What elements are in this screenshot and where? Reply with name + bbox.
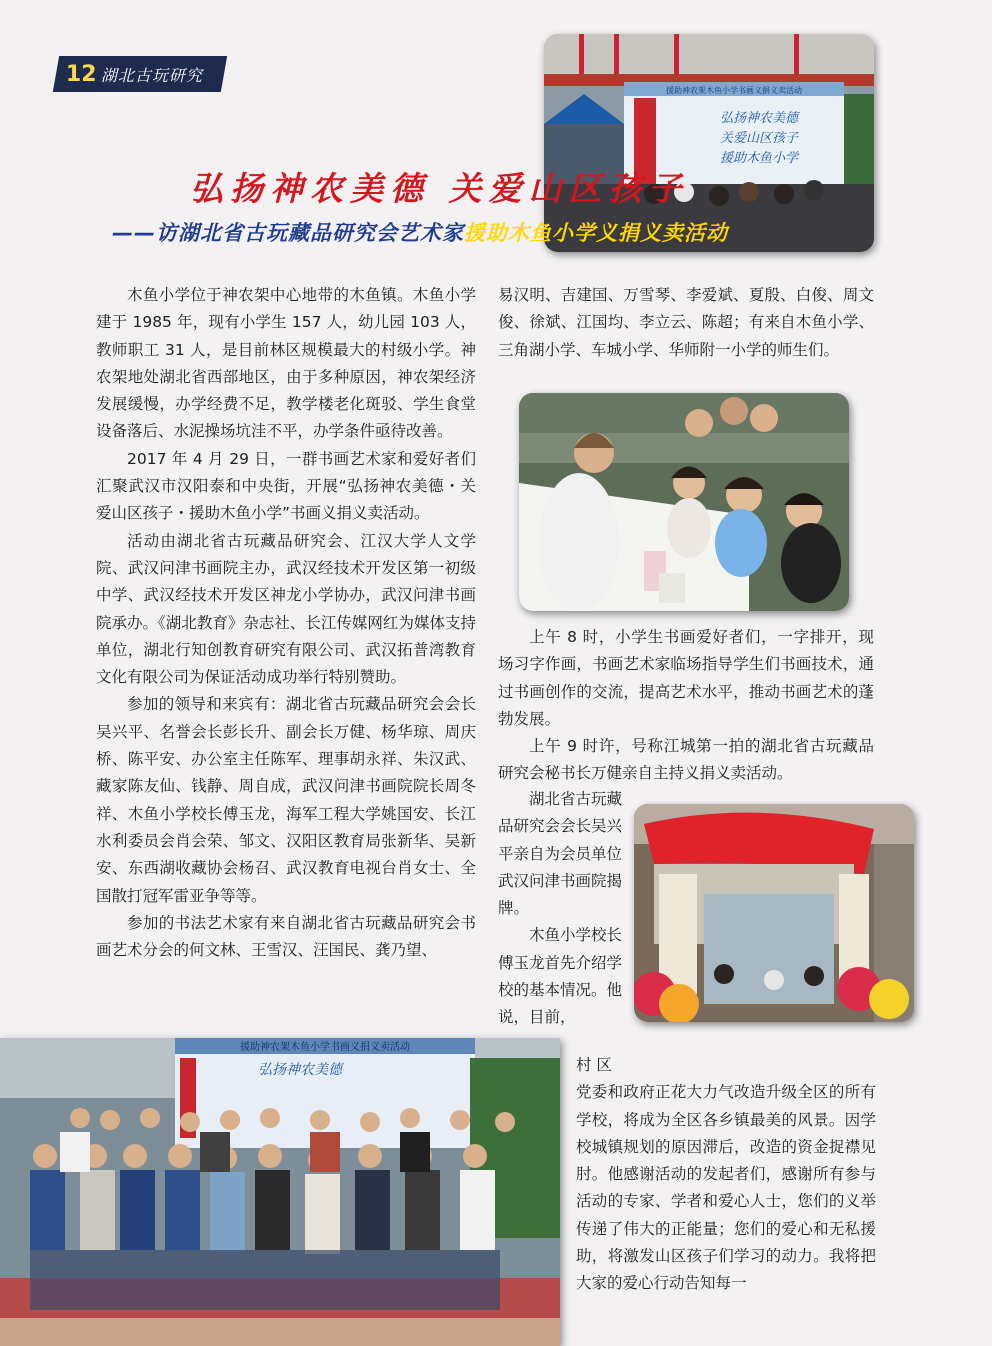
article-subtitle (112, 217, 872, 247)
paragraph: 活动由湖北省古玩藏品研究会、江汉大学人文学院、武汉问津书画院主办，武汉经技术开发区第一初级中学、武汉经技术开发区神龙小学协办，武汉问津书画院承办。《湖北教育》杂志社、长江传媒网红为媒体支持单位，湖北行知创教育研究有限公司、武汉拓普湾教育文化有限公司为保证活动成功举行特别赞助。 (96, 531, 476, 687)
paragraph: 参加的领导和来宾有：湖北省古玩藏品研究会会长吴兴平、名誉会长彭长升、副会长万健、杨华琼、周庆桥、陈平安、办公室主任陈军、理事胡永祥、朱汉武、藏家陈友仙、钱静、周自成，武汉问津书画院院长周冬祥、木鱼小学校长傅玉龙，海军工程大学姚国安、长江水利委员会肖会荣、邹文、汉阳区教育局张新华、吴新安、东西湖收藏协会杨召、武汉教育电视台肖女士、全国散打冠军雷亚争等等。 (96, 695, 476, 905)
paragraph: 木鱼小学校长傅玉龙首先介绍学校的基本情况。他说，目前， (498, 926, 623, 1027)
page-number: 12 (66, 61, 97, 87)
banner-text-3: 援助木鱼小学 (719, 151, 799, 166)
paragraph: 2017 年 4 月 29 日，一群书画艺术家和爱好者们汇聚武汉市汉阳泰和中央街，开展“弘扬神农美德・关爱山区孩子・援助木鱼小学”书画义捐义卖活动。 (96, 449, 476, 523)
paragraph: 湖北省古玩藏品研究会会长吴兴平亲自为会员单位武汉问津书画院揭牌。 (498, 790, 623, 918)
group-banner-text-0: 援助神农架木鱼小学书画义捐义卖活动 (240, 1042, 410, 1053)
subtitle-highlight: 援助木鱼小学义捐义卖活动 (464, 221, 728, 245)
group-photo (0, 1038, 560, 1346)
article-narrow-column (498, 786, 622, 1032)
article-left-column (96, 282, 476, 964)
article-right-top (498, 282, 874, 364)
calligraphy-students-photo (519, 393, 849, 611)
article-right-middle (498, 624, 874, 788)
paragraph: 木鱼小学位于神农架中心地带的木鱼镇。木鱼小学建于 1985 年，现有小学生 157 人，幼儿园 103 人，教师职工 31 人，是目前林区规模最大的村级小学。神农架地处湖北省西部地区，由于多种原因，神农架经济发展缓慢，办学经费不足，教学楼老化斑驳、学生食堂设备落后、水泥操场坑洼不平，办学条件亟待改善。 (96, 286, 476, 441)
paragraph: 上午 8 时，小学生书画爱好者们，一字排开，现场习字作画，书画艺术家临场指导学生们书画技术，通过书画创作的交流，提高艺术水平，推动书画艺术的蓬勃发展。 (498, 628, 874, 728)
group-banner-text-1: 弘扬神农美德 (258, 1062, 342, 1078)
paragraph: 党委和政府正花大力气改造升级全区的所有学校，将成为全区各乡镇最美的风景。因学校城镇规划的原因滞后，改造的资金捉襟见肘。他感谢活动的发起者们，感谢所有参与活动的专家、学者和爱心人士，您们的义举传递了伟大的正能量；您们的爱心和无私援助，将激发山区孩子们学习的动力。我将把大家的爱心行动告知每一 (576, 1083, 876, 1293)
banner-text-1: 弘扬神农美德 (719, 111, 799, 126)
magazine-name: 湖北古玩研究 (100, 65, 203, 85)
paragraph: 参加的书法艺术家有来自湖北省古玩藏品研究会书画艺术分会的何文林、王雪汉、汪国民、龚乃望、 (96, 913, 476, 960)
paragraph: 易汉明、吉建国、万雪琴、李爱斌、夏殷、白俊、周文俊、徐斌、江国均、李立云、陈超；有来自木鱼小学、三角湖小学、车城小学、华师附一小学的师生们。 (498, 286, 874, 359)
plaque-unveiling-photo (634, 804, 914, 1022)
page-number-tab (53, 56, 227, 92)
banner-text-0: 援助神农架木鱼小学书画义捐义卖活动 (666, 86, 802, 95)
banner-text-2: 关爱山区孩子 (719, 131, 799, 146)
article-bottom-column (576, 1052, 876, 1298)
paragraph-lead: 村 区 (576, 1056, 612, 1074)
paragraph: 上午 9 时许，号称江城第一拍的湖北省古玩藏品研究会秘书长万健亲自主持义捐义卖活动。 (498, 737, 874, 783)
subtitle-prefix: ——访湖北省古玩藏品研究会艺术家 (112, 221, 464, 245)
article-title: 弘扬神农美德 关爱山区孩子 (190, 169, 689, 208)
